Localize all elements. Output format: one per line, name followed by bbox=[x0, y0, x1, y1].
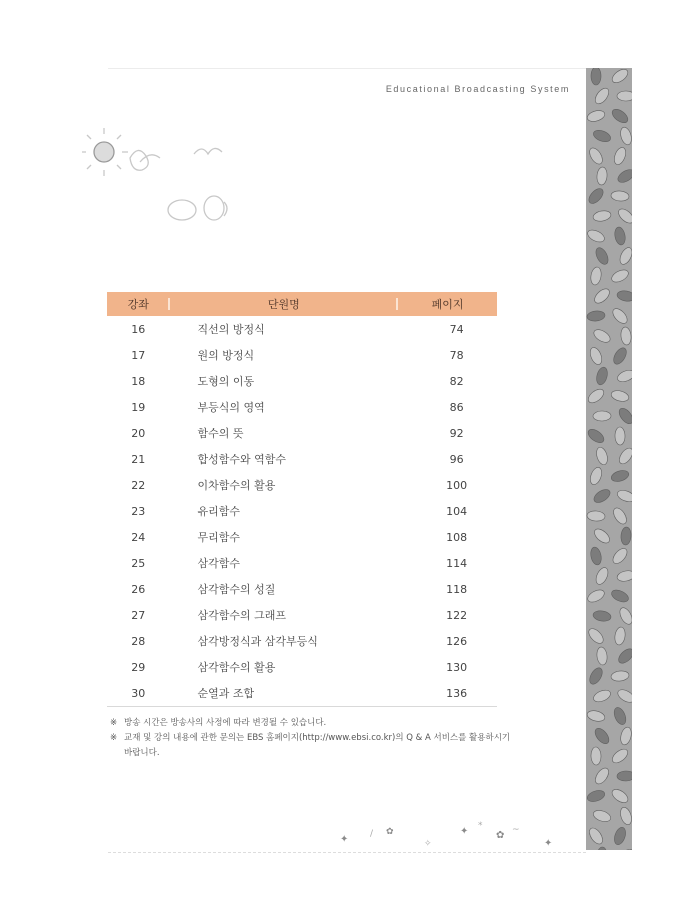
leaf-pattern-shape bbox=[617, 406, 632, 426]
leaf-pattern-shape bbox=[616, 167, 632, 185]
leaf-pattern-shape bbox=[587, 510, 606, 521]
unit-name-cell: 삼각함수의 활용 bbox=[197, 661, 276, 674]
lecture-number-cell: 19 bbox=[131, 400, 146, 414]
page-number-cell: 82 bbox=[449, 374, 464, 388]
leaf-pattern-shape bbox=[620, 327, 632, 346]
leaf-pattern-shape bbox=[591, 747, 602, 765]
leaf-pattern-shape bbox=[586, 186, 605, 206]
unit-name-cell: 유리함수 bbox=[197, 505, 241, 518]
page-number-cell: 78 bbox=[449, 348, 464, 362]
leaf-pattern-shape bbox=[617, 771, 632, 782]
page-bottom-line bbox=[108, 852, 586, 853]
lecture-number-cell: 27 bbox=[131, 608, 146, 622]
lecture-number-cell: 24 bbox=[131, 530, 146, 544]
footnote-2-text: 교재 및 강의 내용에 관한 문의는 EBS 홈페이지(http://www.ebsi.co.kr)의 Q & A 서비스를 활용하시기 bbox=[124, 733, 511, 743]
leaf-pattern-shape bbox=[586, 626, 606, 646]
leaf-pattern-shape bbox=[592, 808, 612, 823]
leaf-pattern-shape bbox=[597, 847, 608, 850]
page-number-cell: 92 bbox=[449, 426, 464, 440]
leaf-pattern-shape bbox=[588, 466, 604, 486]
svg-text:~: ~ bbox=[512, 825, 520, 835]
leaf-pattern-shape bbox=[592, 128, 612, 144]
leaf-pattern-shape bbox=[610, 68, 630, 85]
table-row bbox=[107, 680, 497, 707]
lecture-number-cell: 20 bbox=[131, 426, 146, 440]
lecture-number-cell: 21 bbox=[131, 452, 146, 466]
leaf-pattern-shape bbox=[616, 847, 632, 850]
unit-name-cell: 합성함수와 역함수 bbox=[197, 453, 287, 466]
footnote-2-continued: 바랍니다. bbox=[124, 748, 160, 758]
footnote-1 bbox=[110, 716, 570, 731]
table-row bbox=[107, 576, 497, 602]
table-row bbox=[107, 498, 497, 524]
table-row bbox=[107, 472, 497, 498]
leaf-pattern-shape bbox=[588, 346, 604, 366]
unit-name-cell: 삼각함수 bbox=[197, 557, 241, 570]
sun-doodle-icon bbox=[82, 128, 262, 228]
unit-name-cell: 도형의 이동 bbox=[197, 375, 255, 388]
leaf-pattern-shape bbox=[592, 487, 613, 505]
page-number-cell: 96 bbox=[449, 452, 464, 466]
leaf-pattern-shape bbox=[618, 246, 632, 267]
table-row bbox=[107, 602, 497, 628]
unit-name-cell: 원의 방정식 bbox=[197, 349, 255, 362]
lecture-number-cell: 23 bbox=[131, 504, 146, 518]
leaf-pattern-shape bbox=[587, 666, 605, 687]
leaf-pattern-shape bbox=[617, 606, 632, 627]
header-text: Educational Broadcasting System bbox=[385, 84, 570, 94]
leaf-pattern-shape bbox=[616, 488, 632, 504]
header-lecture: 강좌 bbox=[107, 292, 170, 316]
unit-name-cell: 부등식의 영역 bbox=[197, 401, 265, 414]
leaf-pattern-shape bbox=[593, 246, 610, 267]
page-number-cell: 136 bbox=[398, 680, 497, 707]
leaf-pattern-shape bbox=[610, 746, 630, 765]
leaf-pattern-shape bbox=[592, 610, 611, 623]
leaf-pattern-shape bbox=[587, 826, 605, 847]
leaf-pattern-shape bbox=[611, 506, 629, 527]
leaf-pattern-shape bbox=[592, 526, 612, 545]
leaf-pattern-shape bbox=[613, 226, 626, 246]
unit-name-cell: 삼각함수의 그래프 bbox=[197, 609, 287, 622]
leaf-pattern-shape bbox=[610, 787, 630, 806]
leaf-pattern-shape bbox=[616, 569, 632, 583]
footnote-1-text: 방송 시간은 방송사의 사정에 따라 변경될 수 있습니다. bbox=[124, 718, 327, 728]
leaf-pattern-shape bbox=[594, 566, 611, 587]
leaf-pattern-shape bbox=[615, 427, 625, 445]
leaf-pattern-shape bbox=[592, 688, 612, 704]
svg-text:*: * bbox=[478, 821, 483, 831]
leaf-pattern-shape bbox=[616, 290, 632, 303]
leaf-pattern-shape bbox=[589, 546, 603, 566]
unit-name-cell: 이차함수의 활용 bbox=[197, 479, 276, 492]
table-row bbox=[107, 316, 497, 342]
svg-text:✧: ✧ bbox=[424, 839, 432, 849]
leaf-pattern-shape bbox=[610, 267, 631, 284]
leaf-pattern-shape bbox=[586, 709, 606, 723]
table-row bbox=[107, 368, 497, 394]
header-unit-name: 단원명 bbox=[170, 292, 399, 316]
table-row bbox=[107, 420, 497, 446]
leaf-pattern-shape bbox=[616, 206, 632, 225]
unit-name-cell: 직선의 방정식 bbox=[197, 323, 265, 336]
leaf-pattern-shape bbox=[611, 346, 629, 367]
unit-name-cell: 순열과 조합 bbox=[170, 680, 399, 707]
page-number-cell: 74 bbox=[449, 322, 464, 336]
lecture-number-cell: 25 bbox=[131, 556, 146, 570]
table-row bbox=[107, 342, 497, 368]
svg-text:✿: ✿ bbox=[496, 830, 505, 841]
lecture-number-cell: 26 bbox=[131, 582, 146, 596]
leaf-pattern-shape bbox=[610, 107, 630, 126]
leaf-pattern-shape bbox=[618, 806, 632, 826]
leaf-pattern-shape bbox=[586, 109, 606, 124]
leaf-pattern-shape bbox=[610, 546, 629, 566]
leaf-pattern-shape bbox=[617, 91, 632, 101]
svg-text:✦: ✦ bbox=[460, 826, 469, 837]
note-mark: ※ bbox=[110, 733, 118, 743]
leaf-pattern-shape bbox=[590, 266, 603, 285]
table-header-row bbox=[107, 292, 497, 316]
table-row bbox=[107, 524, 497, 550]
leaf-pattern-shape bbox=[593, 411, 611, 421]
page-number-cell: 100 bbox=[446, 478, 468, 492]
lecture-number-cell: 28 bbox=[131, 634, 146, 648]
leaf-pattern-shape bbox=[586, 587, 606, 604]
leaf-pattern-shape bbox=[596, 167, 608, 186]
unit-name-cell: 함수의 뜻 bbox=[197, 427, 244, 440]
table-row bbox=[107, 550, 497, 576]
lecture-number-cell: 17 bbox=[131, 348, 146, 362]
table-row bbox=[107, 394, 497, 420]
page-number-cell: 130 bbox=[446, 660, 468, 674]
leaf-pattern-shape bbox=[592, 286, 612, 306]
leaf-pattern-shape bbox=[616, 687, 632, 705]
leaf-pattern-shape bbox=[616, 646, 632, 666]
leaf-pattern-shape bbox=[586, 427, 606, 446]
leaf-pattern-shape bbox=[586, 228, 606, 245]
svg-text:✦: ✦ bbox=[340, 834, 349, 845]
leaf-pattern-shape bbox=[620, 527, 631, 546]
footnotes bbox=[110, 716, 570, 761]
leaf-pattern-shape bbox=[595, 366, 609, 386]
side-decoration-strip bbox=[586, 68, 632, 850]
leaf-pattern-shape bbox=[612, 146, 628, 166]
leaf-pattern-shape bbox=[586, 387, 606, 406]
leaf-pattern-shape bbox=[592, 726, 611, 746]
note-mark: ※ bbox=[110, 718, 118, 728]
leaf-pattern-shape bbox=[591, 68, 601, 85]
lecture-number-cell: 16 bbox=[131, 322, 146, 336]
leaf-pattern-shape bbox=[592, 209, 612, 222]
svg-text:✦: ✦ bbox=[544, 838, 553, 849]
flower-doodle-icon bbox=[300, 818, 580, 854]
unit-name-cell: 무리함수 bbox=[197, 531, 241, 544]
lecture-number-cell: 22 bbox=[131, 478, 146, 492]
leaf-pattern-shape bbox=[610, 670, 629, 682]
page-number-cell: 126 bbox=[446, 634, 468, 648]
page-number-cell: 118 bbox=[446, 582, 468, 596]
leaf-pattern-shape bbox=[612, 826, 627, 846]
table-row bbox=[107, 628, 497, 654]
lecture-number-cell: 18 bbox=[131, 374, 146, 388]
leaf-pattern-shape bbox=[614, 626, 627, 645]
unit-name-cell: 삼각방정식과 삼각부등식 bbox=[197, 635, 318, 648]
page-number-cell: 114 bbox=[446, 556, 468, 570]
leaf-pattern-shape bbox=[593, 766, 612, 786]
header-page: 페이지 bbox=[398, 292, 497, 316]
page-number-cell: 86 bbox=[449, 400, 464, 414]
leaf-pattern-shape bbox=[586, 788, 606, 803]
leaf-pattern-shape bbox=[616, 368, 632, 384]
page-number-cell: 104 bbox=[446, 504, 468, 518]
leaf-pattern-shape bbox=[612, 706, 628, 726]
leaf-pattern-shape bbox=[593, 86, 612, 106]
leaf-pattern-shape bbox=[596, 646, 608, 665]
leaf-pattern-shape bbox=[619, 126, 632, 146]
leaf-pattern-shape bbox=[592, 327, 613, 345]
leaf-pattern-shape bbox=[610, 306, 630, 326]
table-row bbox=[107, 446, 497, 472]
leaf-pattern-shape bbox=[610, 588, 631, 605]
contents-table bbox=[107, 292, 497, 707]
leaf-pattern-shape bbox=[587, 146, 605, 167]
page-number-cell: 122 bbox=[446, 608, 468, 622]
footnote-2 bbox=[110, 731, 570, 746]
leaf-pattern-shape bbox=[587, 310, 606, 322]
leaf-pattern-shape bbox=[617, 446, 632, 466]
lecture-number-cell: 30 bbox=[107, 680, 170, 707]
leaf-pattern-shape bbox=[610, 389, 630, 403]
lecture-number-cell: 29 bbox=[131, 660, 146, 674]
leaf-pattern-shape bbox=[611, 190, 630, 202]
unit-name-cell: 삼각함수의 성질 bbox=[197, 583, 276, 596]
table-row bbox=[107, 654, 497, 680]
leaf-pattern-shape bbox=[619, 726, 632, 746]
svg-text:/: / bbox=[370, 829, 374, 839]
leaf-pattern-shape bbox=[610, 469, 630, 484]
page-number-cell: 108 bbox=[446, 530, 468, 544]
leaf-pattern-shape bbox=[595, 446, 610, 466]
svg-text:✿: ✿ bbox=[386, 827, 394, 837]
page-top-edge bbox=[108, 68, 586, 69]
